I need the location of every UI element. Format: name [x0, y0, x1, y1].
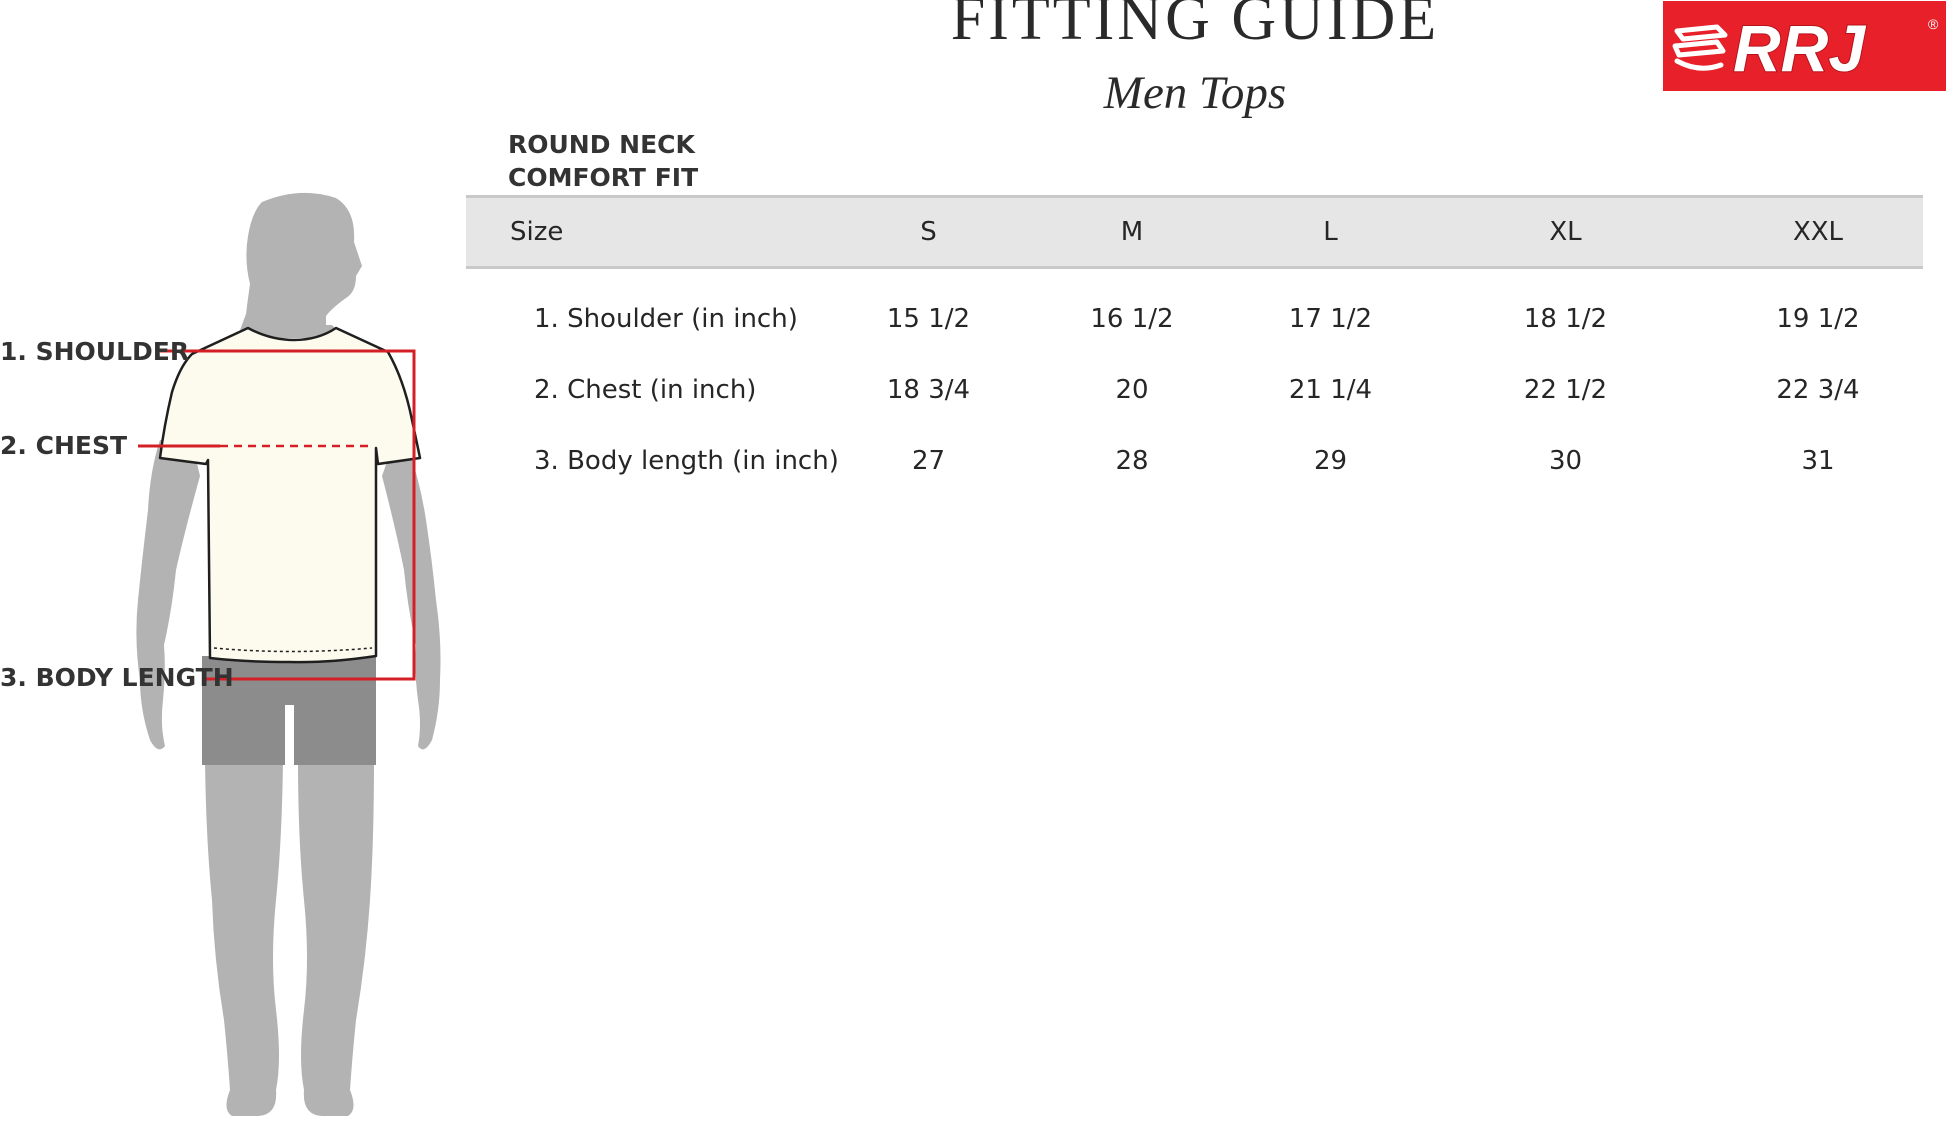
fit-type: COMFORT FIT	[508, 163, 699, 192]
measurement-label: 3. Body length (in inch)	[534, 445, 839, 476]
size-header-row	[466, 197, 1923, 268]
size-header-label: Size	[466, 197, 836, 268]
table-cell: 15 1/2	[886, 303, 971, 334]
brand-logo	[1663, 1, 1946, 91]
table-cell: 22 3/4	[1776, 374, 1860, 405]
table-cell: 16 1/2	[1090, 303, 1174, 334]
size-header-cell: L	[1243, 197, 1418, 268]
table-cell: 30	[1548, 445, 1583, 476]
fit-description	[508, 128, 698, 194]
table-cell: 20	[1115, 374, 1149, 405]
table-row	[466, 268, 1923, 355]
page-subtitle: Men Tops	[1103, 67, 1287, 119]
size-table	[466, 195, 1923, 496]
size-header-cell: M	[1021, 197, 1243, 268]
table-cell: 19 1/2	[1776, 303, 1860, 334]
size-header-cell: XL	[1418, 197, 1713, 268]
body-length-label: 3. BODY LENGTH	[0, 663, 234, 692]
shoulder-label: 1. SHOULDER	[0, 337, 190, 366]
chest-label: 2. CHEST	[0, 431, 128, 460]
table-cell: 18 3/4	[886, 374, 971, 405]
size-header-cell: S	[836, 197, 1021, 268]
table-cell: 27	[911, 445, 946, 476]
table-cell: 21 1/4	[1288, 374, 1373, 405]
table-cell: 29	[1313, 445, 1348, 476]
table-cell: 22 1/2	[1523, 374, 1608, 405]
table-cell: 28	[1115, 445, 1149, 476]
logo-wordmark: RRJ	[1733, 11, 1866, 85]
body-measurement-figure	[0, 180, 460, 1141]
table-cell: 17 1/2	[1288, 303, 1373, 334]
t-shirt	[160, 328, 420, 662]
measurement-label: 1. Shoulder (in inch)	[534, 303, 798, 334]
table-cell: 18 1/2	[1523, 303, 1608, 334]
logo-registered-mark: ®	[1928, 16, 1939, 32]
table-row	[466, 354, 1923, 425]
table-row	[466, 425, 1923, 496]
measurement-label: 2. Chest (in inch)	[534, 374, 757, 405]
page-title: FITTING GUIDE	[950, 0, 1440, 53]
size-header-cell: XXL	[1713, 197, 1923, 268]
table-cell: 31	[1801, 445, 1835, 476]
neck-type: ROUND NECK	[508, 130, 695, 159]
